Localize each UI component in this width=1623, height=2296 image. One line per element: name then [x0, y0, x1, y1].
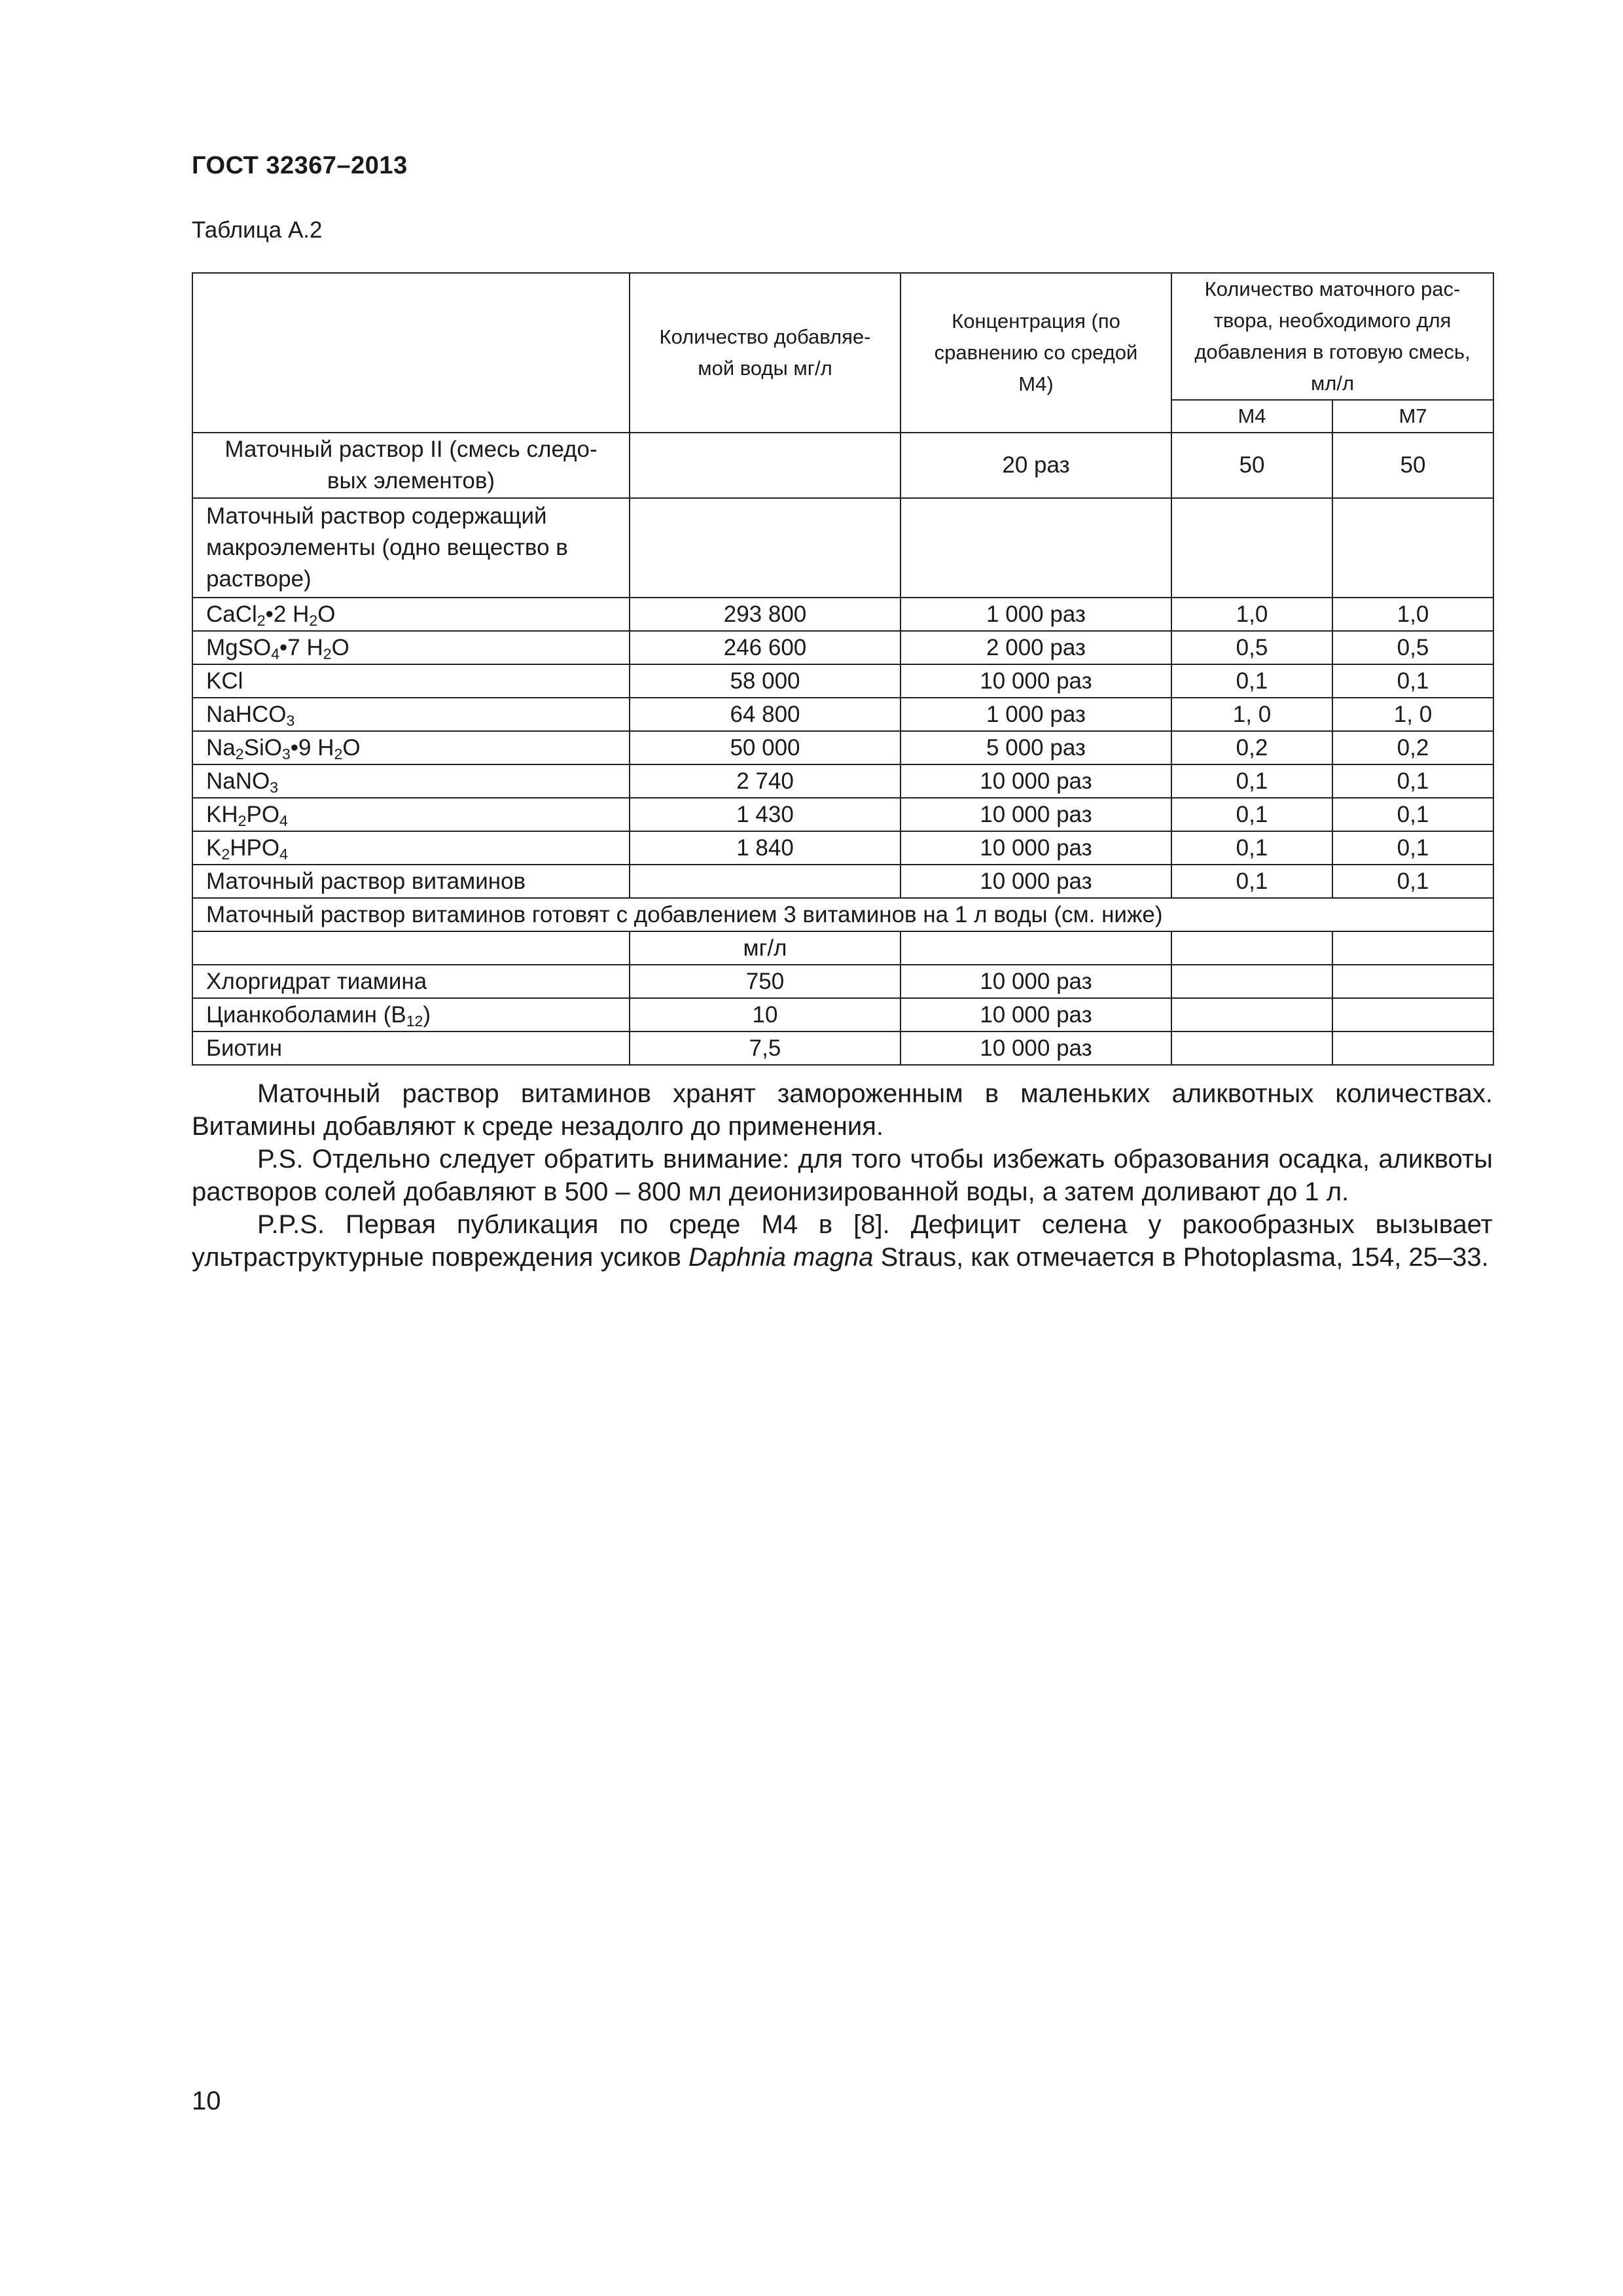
document-header: ГОСТ 32367–2013: [192, 152, 408, 179]
concentration-cell: 10 000 раз: [901, 1031, 1171, 1065]
water-cell: 58 000: [630, 664, 901, 698]
substance-cell: CaCl$_2$•2 $H_2O$: [192, 598, 630, 631]
substance-cell: Цианкоболамин $(B_{12})$: [192, 998, 630, 1031]
header-cell-m7: М7: [1332, 400, 1493, 433]
table-header-row: [192, 273, 1493, 400]
water-cell: 2 740: [630, 764, 901, 798]
water-cell: 293 800: [630, 598, 901, 631]
substance-cell: NaNO$_3$: [192, 764, 630, 798]
header-cell-stock-amount: Количество маточного рас-твора, необходимого для добавления в готовую смесь, мл/л: [1171, 273, 1493, 400]
concentration-cell: 1 000 раз: [901, 598, 1171, 631]
header-cell-concentration: Концентрация (по сравнению со средой М4): [901, 273, 1171, 433]
table-row-kh2po4: [192, 798, 1493, 831]
table-row-na2sio3: [192, 731, 1493, 764]
amount-cell: 10: [630, 998, 901, 1031]
table-row-kcl: [192, 664, 1493, 698]
note-paragraph-pps: P.P.S. Первая публикация по среде М4 в [8]. Дефицит селена у ракообразных вызывает ультраструктурные повреждения усиков Daphnia magna Straus, как отмечается в Photoplasma, 154, 25–33.: [192, 1210, 1493, 1272]
m4-cell: 1, 0: [1171, 698, 1332, 731]
concentration-cell: 10 000 раз: [901, 865, 1171, 898]
table-row-nano3: [192, 764, 1493, 798]
media-composition-table: [192, 272, 1494, 1066]
m4-cell: 0,1: [1171, 865, 1332, 898]
m7-cell: 1,0: [1332, 598, 1493, 631]
header-cell-m4: М4: [1171, 400, 1332, 433]
table-row-unit: [192, 931, 1493, 965]
substance-cell: Маточный раствор витаминов: [192, 865, 630, 898]
water-cell: 50 000: [630, 731, 901, 764]
water-cell: 1 840: [630, 831, 901, 865]
m7-cell: 0,1: [1332, 865, 1493, 898]
table-row-k2hpo4: [192, 831, 1493, 865]
substance-cell: KCl: [192, 664, 630, 698]
header-cell-water-amount: Количество добавляе-мой воды мг/л: [630, 273, 901, 433]
concentration-cell: 1 000 раз: [901, 698, 1171, 731]
m7-cell: 1, 0: [1332, 698, 1493, 731]
substance-cell: NaHCO$_3$: [192, 698, 630, 731]
substance-cell: MgSO$_4$•7 $H_2O$: [192, 631, 630, 664]
table-row-vitamins-note: [192, 898, 1493, 931]
table-caption: Таблица А.2: [192, 217, 323, 243]
amount-cell: 750: [630, 965, 901, 998]
substance-cell: $K_2HPO_4$: [192, 831, 630, 865]
m4-cell: 0,1: [1171, 664, 1332, 698]
substance-cell: $KH_2PO_4$: [192, 798, 630, 831]
water-cell: 64 800: [630, 698, 901, 731]
concentration-cell: 10 000 раз: [901, 764, 1171, 798]
table-row-thiamine: [192, 965, 1493, 998]
m7-cell: 0,1: [1332, 764, 1493, 798]
water-cell: [630, 433, 901, 498]
water-cell: 1 430: [630, 798, 901, 831]
m7-cell: 0,5: [1332, 631, 1493, 664]
notes-section: [192, 1077, 1493, 1274]
table-row-mgso4: [192, 631, 1493, 664]
m4-cell: 0,5: [1171, 631, 1332, 664]
note-paragraph-storage: Маточный раствор витаминов хранят замороженным в маленьких аликвотных количествах. Витамины добавляют к среде незадолго до применения.: [192, 1079, 1493, 1141]
table-row-trace-elements: [192, 433, 1493, 498]
water-cell: 246 600: [630, 631, 901, 664]
concentration-cell: 2 000 раз: [901, 631, 1171, 664]
concentration-cell: 10 000 раз: [901, 798, 1171, 831]
vitamins-note-cell: Маточный раствор витаминов готовят с добавлением 3 витаминов на 1 л воды (см. ниже): [192, 898, 1493, 931]
page-number: 10: [192, 2087, 221, 2115]
species-name: Daphnia magna: [688, 1243, 874, 1272]
table-row-biotin: [192, 1031, 1493, 1065]
substance-cell: Биотин: [192, 1031, 630, 1065]
m7-cell: 50: [1332, 433, 1493, 498]
header-cell-substance: [192, 273, 630, 433]
m4-cell: 0,1: [1171, 798, 1332, 831]
table-row-cacl2: [192, 598, 1493, 631]
amount-cell: 7,5: [630, 1031, 901, 1065]
m4-cell: 50: [1171, 433, 1332, 498]
concentration-cell: 10 000 раз: [901, 664, 1171, 698]
substance-cell: Маточный раствор II (смесь следо-вых элементов): [192, 433, 630, 498]
concentration-cell: 10 000 раз: [901, 831, 1171, 865]
note-paragraph-ps: P.S. Отдельно следует обратить внимание: для того чтобы избежать образования осадка, аликвоты растворов солей добавляют в 500 – 800 мл деионизированной воды, а затем доливают до 1 л.: [192, 1145, 1493, 1206]
table-row-b12: [192, 998, 1493, 1031]
m7-cell: 0,1: [1332, 798, 1493, 831]
m7-cell: 0,1: [1332, 831, 1493, 865]
table-row-macro-elements: [192, 498, 1493, 598]
table-row-nahco3: [192, 698, 1493, 731]
m4-cell: 0,1: [1171, 764, 1332, 798]
concentration-cell: 20 раз: [901, 433, 1171, 498]
m4-cell: 0,1: [1171, 831, 1332, 865]
m4-cell: 0,2: [1171, 731, 1332, 764]
unit-cell: мг/л: [630, 931, 901, 965]
substance-cell: Хлоргидрат тиамина: [192, 965, 630, 998]
table-row-vitamins-stock: [192, 865, 1493, 898]
concentration-cell: 10 000 раз: [901, 965, 1171, 998]
concentration-cell: 5 000 раз: [901, 731, 1171, 764]
m7-cell: 0,2: [1332, 731, 1493, 764]
substance-cell: $Na_2SiO_3•9$ $H_2O$: [192, 731, 630, 764]
concentration-cell: 10 000 раз: [901, 998, 1171, 1031]
m4-cell: 1,0: [1171, 598, 1332, 631]
m7-cell: 0,1: [1332, 664, 1493, 698]
substance-cell: Маточный раствор содержащий макроэлементы (одно вещество в растворе): [192, 498, 630, 598]
